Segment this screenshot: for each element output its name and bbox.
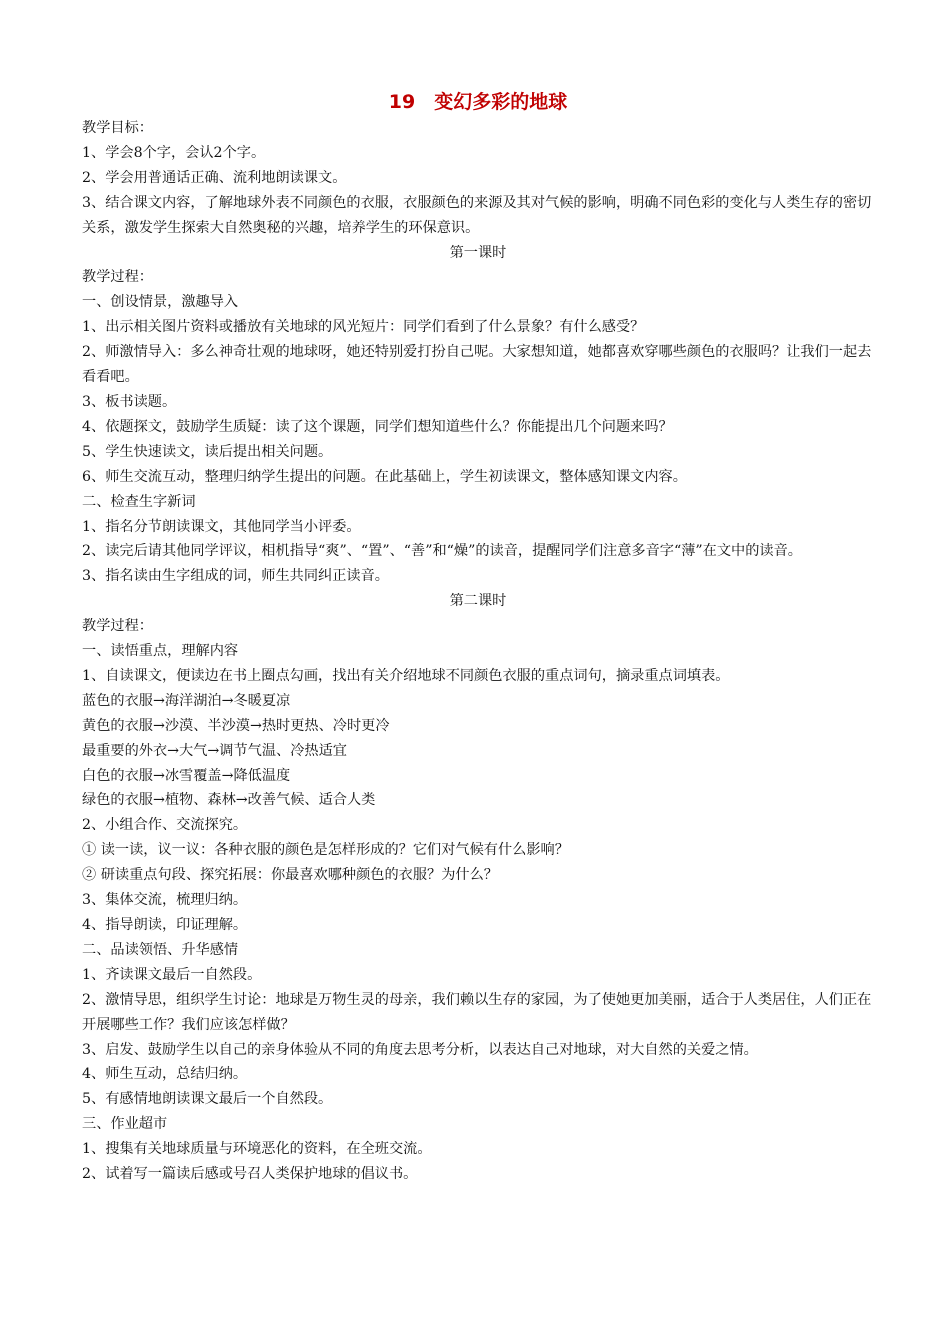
lesson2-section3-heading: 三、作业超市 xyxy=(82,1116,168,1133)
color-clothing-row: 黄色的衣服→沙漠、半沙漠→热时更热、冷时更冷 xyxy=(82,717,390,734)
lesson2-section1-subitem: ① 读一读，议一议：各种衣服的颜色是怎样形成的？它们对气候有什么影响？ xyxy=(82,842,569,859)
color-clothing-row: 蓝色的衣服→海洋湖泊→冬暖夏凉 xyxy=(82,692,291,709)
lesson2-section3-item: 1、搜集有关地球质量与环境恶化的资料，在全班交流。 xyxy=(82,1141,432,1158)
lesson1-section1-item: 3、板书读题。 xyxy=(82,393,177,410)
color-clothing-row: 最重要的外衣→大气→调节气温、冷热适宜 xyxy=(82,742,347,759)
lesson2-section1-item: 4、指导朗读，印证理解。 xyxy=(82,917,248,933)
lesson2-section1-subitem: ② 研读重点句段、探究拓展：你最喜欢哪种颜色的衣服？为什么？ xyxy=(82,867,498,884)
color-clothing-row: 绿色的衣服→植物、森林→改善气候、适合人类 xyxy=(82,792,376,809)
goal-item: 1、学会8个字，会认2个字。 xyxy=(82,144,266,161)
lesson1-section2-heading: 二、检查生字新词 xyxy=(82,493,196,510)
goals-heading: 教学目标： xyxy=(82,120,153,136)
color-clothing-row: 白色的衣服→冰雪覆盖→降低温度 xyxy=(82,767,291,784)
lesson2-section2-item: 2、激情导思，组织学生讨论：地球是万物生灵的母亲，我们赖以生存的家园，为了使她更加美丽，适合于人类居住，人们正在开展哪些工作？我们应该怎样做？ xyxy=(82,991,872,1033)
lesson1-section1-item: 2、师激情导入：多么神奇壮观的地球呀，她还特别爱打扮自己呢。大家想知道，她都喜欢穿哪些颜色的衣服吗？让我们一起去看看吧。 xyxy=(82,344,872,386)
lesson1-process-heading: 教学过程： xyxy=(82,269,153,286)
lesson1-section1-item: 4、依题探文，鼓励学生质疑：读了这个课题，同学们想知道些什么？你能提出几个问题来吗？ xyxy=(82,418,673,435)
lesson1-section2-item: 2、读完后请其他同学评议，相机指导“爽”、“置”、“善”和“燥”的读音，提醒同学们注意多音字“薄”在文中的读音。 xyxy=(82,543,802,560)
lesson1-section2-item: 1、指名分节朗读课文，其他同学当小评委。 xyxy=(82,518,361,535)
lesson2-section2-item: 4、师生互动，总结归纳。 xyxy=(82,1066,248,1083)
lesson2-section3-item: 2、试着写一篇读后感或号召人类保护地球的倡议书。 xyxy=(82,1166,418,1183)
lesson2-section2-item: 1、齐读课文最后一自然段。 xyxy=(82,966,262,983)
lesson2-section1-item: 1、自读课文，便读边在书上圈点勾画，找出有关介绍地球不同颜色衣服的重点词句，摘录重点词填表。 xyxy=(82,667,730,684)
lesson1-section1-item: 6、师生交流互动，整理归纳学生提出的问题。在此基础上，学生初读课文，整体感知课文内容。 xyxy=(82,468,687,485)
lesson2-section1-item: 3、集体交流，梳理归纳。 xyxy=(82,892,248,909)
lesson2-section1-item: 2、小组合作、交流探究。 xyxy=(82,817,248,834)
goal-item: 3、结合课文内容，了解地球外表不同颜色的衣服，衣服颜色的来源及其对气候的影响，明确不同色彩的变化与人类生存的密切关系，激发学生探索大自然奥秘的兴趣，培养学生的环保意识。 xyxy=(82,194,872,236)
goal-item: 2、学会用普通话正确、流利地朗读课文。 xyxy=(82,169,347,186)
lesson1-heading: 第一课时 xyxy=(449,244,507,261)
lesson2-heading: 第二课时 xyxy=(449,593,507,610)
lesson2-process-heading: 教学过程： xyxy=(82,618,153,635)
lesson2-section2-heading: 二、品读领悟、升华感情 xyxy=(82,941,239,958)
lesson2-section2-item: 5、有感情地朗读课文最后一个自然段。 xyxy=(82,1091,333,1108)
lesson1-section2-item: 3、指名读由生字组成的词，师生共同纠正读音。 xyxy=(82,568,389,585)
lesson1-section1-heading: 一、创设情景，激趣导入 xyxy=(82,294,239,311)
lesson1-section1-item: 1、出示相关图片资料或播放有关地球的风光短片：同学们看到了什么景象？有什么感受？ xyxy=(82,319,645,336)
lesson2-section1-heading: 一、读悟重点，理解内容 xyxy=(82,643,239,660)
lesson1-section1-item: 5、学生快速读文，读后提出相关问题。 xyxy=(82,443,333,460)
document-title: 19 变幻多彩的地球 xyxy=(388,91,568,113)
lesson2-section2-item: 3、启发、鼓励学生以自己的亲身体验从不同的角度去思考分析，以表达自己对地球，对大自然的关爱之情。 xyxy=(82,1041,758,1058)
document-page xyxy=(82,88,874,1187)
